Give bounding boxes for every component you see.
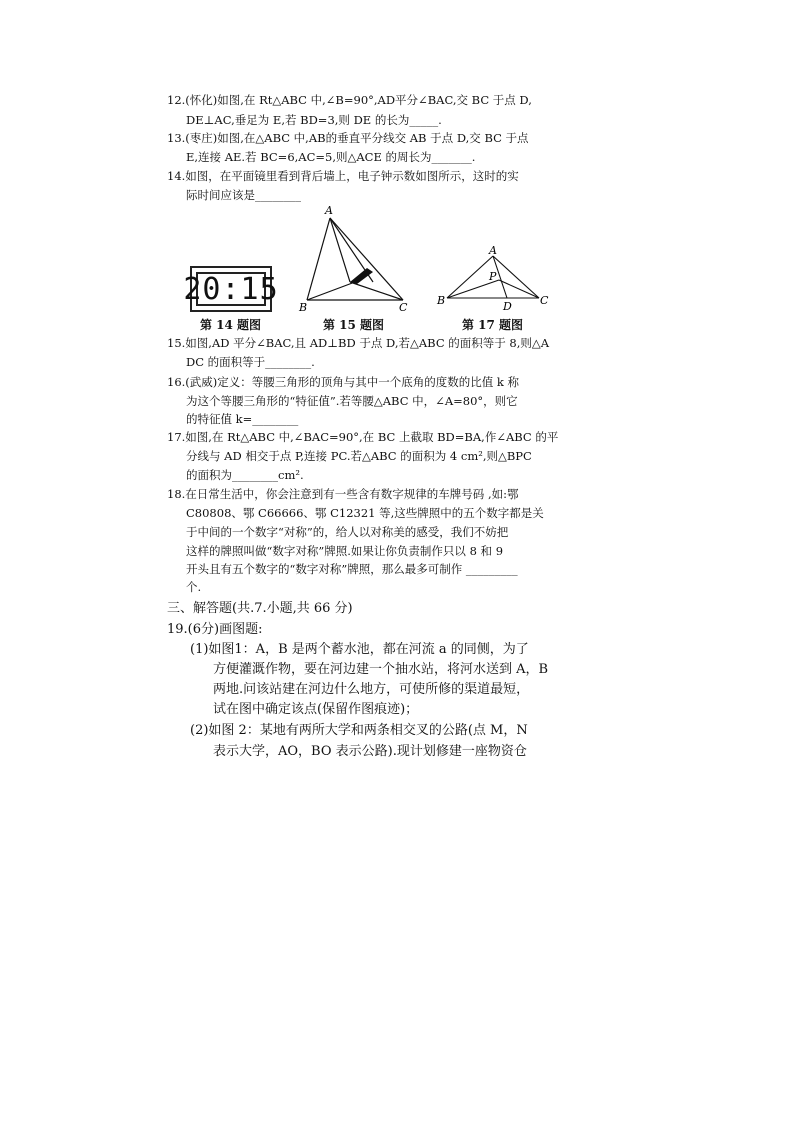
q19-part1-line2: 方便灌溉作物，要在河边建一个抽水站，将河水送到 A，B [213,662,549,677]
q19-part1-line1: (1)如图1：A，B 是两个蓄水池，都在河流 a 的同侧，为了 [190,642,529,657]
fig17-label-A: A [489,244,497,257]
q19-title: 19.(6分)画图题: [167,622,263,637]
q14-line2: 际时间应该是________ [186,188,301,202]
fig17-label-P: P [489,270,497,283]
q19-part2-line1: (2)如图 2：某地有两所大学和两条相交叉的公路(点 M，N [190,723,528,738]
q18-line1: 18.在日常生活中，你会注意到有一些含有数字规律的车牌号码 ,如:鄂 [167,487,519,501]
figure-17-caption: 第 17 题图 [462,318,524,332]
q17-line1: 17.如图,在 Rt△ABC 中,∠BAC=90°,在 BC 上截取 BD=BA,作∠ABC 的平 [167,430,559,444]
figure-15-caption: 第 15 题图 [323,318,385,332]
fig15-label-B: B [299,301,308,314]
fig17-label-C: C [540,294,549,307]
figure-14-caption: 第 14 题图 [200,318,262,332]
q13-line1: 13.(枣庄)如图,在△ABC 中,AB的垂直平分线交 AB 于点 D,交 BC 于点 [167,131,529,145]
q16-line3: 的特征值 k=________ [186,412,299,426]
clock-figure [183,266,279,312]
q17-line3: 的面积为________cm². [186,468,304,482]
q16-line1: 16.(武威)定义：等腰三角形的顶角与其中一个底角的度数的比值 k 称 [167,375,520,389]
q16-line2: 为这个等腰三角形的“特征值”.若等腰△ABC 中，∠A=80°，则它 [186,394,518,408]
q18-line4: 这样的牌照叫做“数字对称”牌照.如果让你负责制作只以 8 和 9 [186,544,504,558]
q13-line2: E,连接 AE.若 BC=6,AC=5,则△ACE 的周长为_______. [186,150,476,164]
q12-line2: DE⊥AC,垂足为 E,若 BD=3,则 DE 的长为_____. [186,113,442,127]
fig15-label-C: C [399,301,408,314]
q14-line1: 14.如图，在平面镜里看到背后墙上，电子钟示数如图所示，这时的实 [167,169,519,183]
fig17-label-D: D [503,300,512,313]
q19-part1-line4: 试在图中确定该点(保留作图痕迹)； [213,702,419,717]
q12-line1: 12.(怀化)如图,在 Rt△ABC 中,∠B=90°,AD平分∠BAC,交 BC 于点 D, [167,93,532,107]
q15-line2: DC 的面积等于________. [186,355,315,369]
fig15-label-A: A [325,204,333,217]
figure-15-diagram [295,200,420,315]
q18-line3: 于中间的一个数字“对称”的，给人以对称美的感受，我们不妨把 [186,525,509,539]
figure-17-diagram [435,244,555,314]
q15-line1: 15.如图,AD 平分∠BAC,且 AD⊥BD 于点 D,若△ABC 的面积等于 8,则△A [167,336,550,350]
fig17-label-B: B [437,294,446,307]
q18-line2: C80808、鄂 C66666、鄂 C12321 等,这些牌照中的五个数字都是关 [186,506,544,520]
q19-part1-line3: 两地.问该站建在河边什么地方，可使所修的渠道最短， [213,682,530,697]
clock-display: 20:15 [183,271,279,307]
q18-line5: 开头且有五个数字的“数字对称”牌照，那么最多可制作 _________ [186,562,518,576]
q17-line2: 分线与 AD 相交于点 P,连接 PC.若△ABC 的面积为 4 cm²,则△BPC [186,449,532,463]
section-3-heading: 三、解答题(共.7.小题,共 66 分) [167,601,353,616]
q18-line6: 个. [186,580,202,594]
q19-part2-line2: 表示大学，AO，BO 表示公路).现计划修建一座物资仓 [213,744,527,759]
